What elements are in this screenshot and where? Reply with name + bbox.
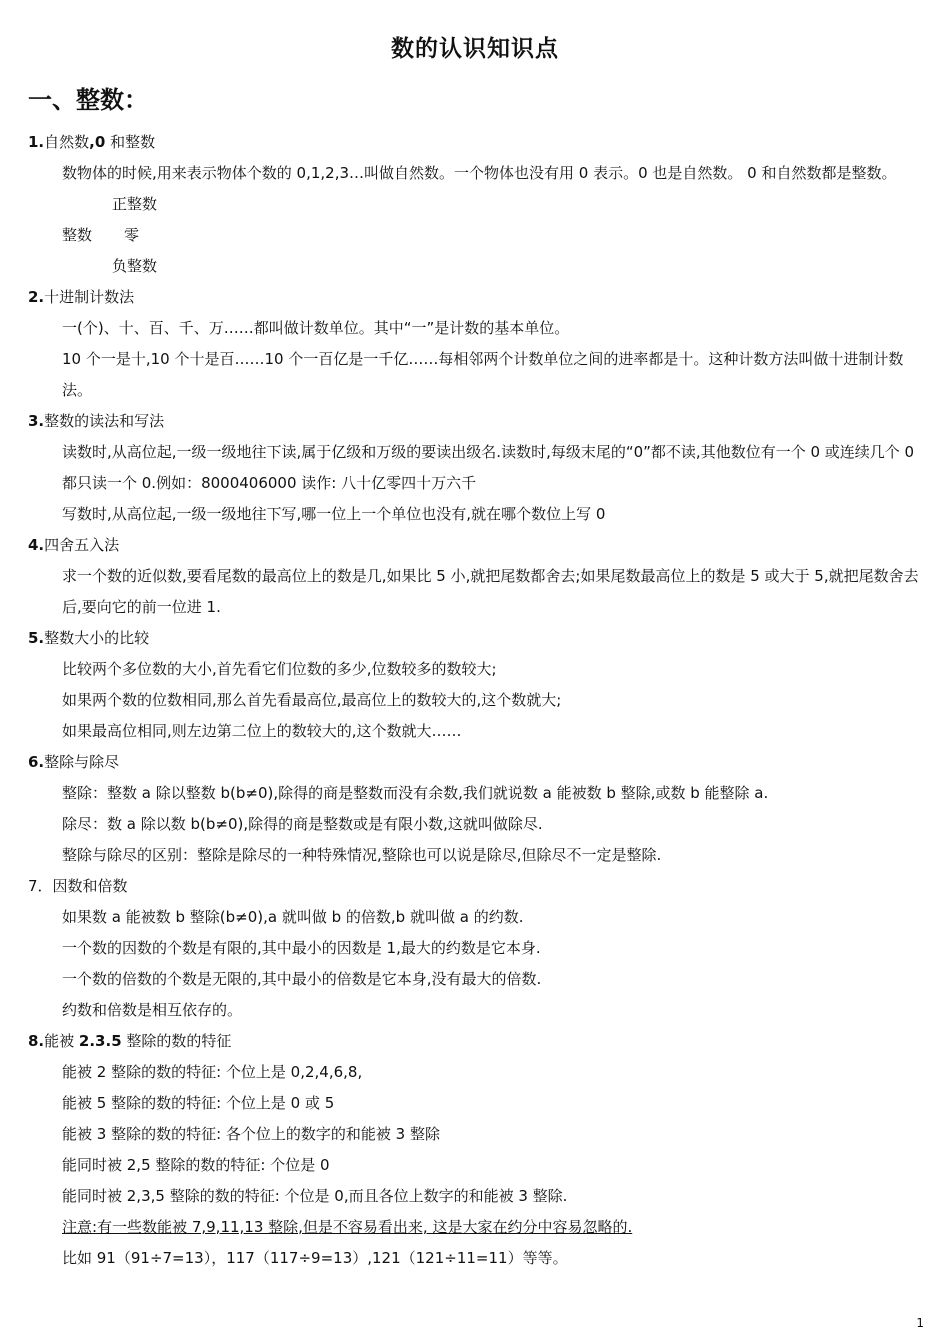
subsection-number: 4. [28, 536, 45, 554]
paragraph: 写数时,从高位起,一级一级地往下写,哪一位上一个单位也没有,就在哪个数位上写 0 [62, 505, 606, 523]
tree-root-row [28, 220, 924, 251]
section-heading: 一、整数： [28, 86, 148, 114]
subsection-2-heading [28, 282, 924, 313]
tree-root: 整数 [62, 226, 93, 244]
subsection-8-heading [28, 1026, 924, 1057]
page-title: 数的认识知识点 [391, 36, 559, 62]
subsection-4-heading [28, 530, 924, 561]
tree-positive: 正整数 [112, 195, 158, 213]
paragraph: 如果数 a 能被数 b 整除(b≠0),a 就叫做 b 的倍数,b 就叫做 a 的约数. [62, 908, 524, 926]
subsection-title: 整数大小的比较 [44, 629, 150, 647]
underlined-note: 注意:有一些数能被 7,9,11,13 整除,但是不容易看出来, 这是大家在约分中容易忽略的. [62, 1218, 633, 1236]
paragraph: 能同时被 2,5 整除的数的特征: 个位是 0 [62, 1156, 330, 1174]
paragraph: 一(个)、十、百、千、万……都叫做计数单位。其中“一”是计数的基本单位。 [62, 319, 570, 337]
paragraph: 一个数的倍数的个数是无限的,其中最小的倍数是它本身,没有最大的倍数. [62, 970, 542, 988]
paragraph: 除尽：数 a 除以数 b(b≠0),除得的商是整数或是有限小数,这就叫做除尽. [62, 815, 543, 833]
paragraph: 能被 3 整除的数的特征: 各个位上的数字的和能被 3 整除 [62, 1125, 440, 1143]
paragraph: 比如 91（91÷7=13），117（117÷9=13）,121（121÷11=11）等等。 [62, 1249, 568, 1267]
tree-zero: 零 [124, 226, 140, 244]
subsection-1-heading [28, 127, 924, 158]
subsection-5-heading [28, 623, 924, 654]
subsection-title: 自然数 [44, 133, 90, 151]
subsection-7-heading: 7．因数和倍数 [28, 877, 128, 895]
paragraph: 能被 2 整除的数的特征: 个位上是 0,2,4,6,8, [62, 1063, 363, 1081]
paragraph: 数物体的时候,用来表示物体个数的 0,1,2,3…叫做自然数。一个物体也没有用 0 表示。0 也是自然数。 0 和自然数都是整数。 [62, 164, 897, 182]
paragraph: 约数和倍数是相互依存的。 [62, 1001, 243, 1019]
paragraph: 读数时,从高位起,一级一级地往下读,属于亿级和万级的要读出级名.读数时,每级末尾的“0”都不读,其他数位有一个 0 或连续几个 0 都只读一个 0.例如：8000406000 读作: 八十亿零四十万六千 [62, 443, 915, 492]
note-paragraph [28, 1212, 924, 1243]
subsection-number: 1. [28, 133, 45, 151]
subsection-6-heading [28, 747, 924, 778]
subsection-number: 6. [28, 753, 45, 771]
paragraph: 求一个数的近似数,要看尾数的最高位上的数是几,如果比 5 小,就把尾数都舍去;如果尾数最高位上的数是 5 或大于 5,就把尾数舍去后,要向它的前一位进 1. [62, 567, 919, 616]
paragraph: 如果两个数的位数相同,那么首先看最高位,最高位上的数较大的,这个数就大; [62, 691, 562, 709]
subsection-number: 5. [28, 629, 45, 647]
paragraph: 能被 5 整除的数的特征: 个位上是 0 或 5 [62, 1094, 335, 1112]
paragraph: 能同时被 2,3,5 整除的数的特征: 个位是 0,而且各位上数字的和能被 3 整除. [62, 1187, 568, 1205]
paragraph: 整除与除尽的区别：整除是除尽的一种特殊情况,整除也可以说是除尽,但除尽不一定是整除. [62, 846, 662, 864]
paragraph: 一个数的因数的个数是有限的,其中最小的因数是 1,最大的约数是它本身. [62, 939, 541, 957]
subsection-title: 四舍五入法 [44, 536, 120, 554]
subsection-title: 十进制计数法 [44, 288, 135, 306]
subsection-title-bold: ,0 [89, 133, 106, 151]
subsection-number: 2. [28, 288, 45, 306]
paragraph: 比较两个多位数的大小,首先看它们位数的多少,位数较多的数较大; [62, 660, 497, 678]
subsection-number: 8. [28, 1032, 45, 1050]
subsection-title-rest: 和整数 [105, 133, 156, 151]
paragraph: 整除：整数 a 除以整数 b(b≠0),除得的商是整数而没有余数,我们就说数 a 能被数 b 整除,或数 b 能整除 a. [62, 784, 769, 802]
subsection-number: 3. [28, 412, 45, 430]
subsection-title-bold: 2.3.5 [78, 1032, 122, 1050]
paragraph: 10 个一是十,10 个十是百……10 个一百亿是一千亿……每相邻两个计数单位之间的进率都是十。这种计数方法叫做十进制计数法。 [62, 350, 904, 399]
subsection-title: 整除与除尽 [44, 753, 120, 771]
document-body [28, 127, 924, 1274]
subsection-title: 整数的读法和写法 [44, 412, 165, 430]
page-number: 1 [916, 1316, 924, 1330]
subsection-title: 能被 [44, 1032, 79, 1050]
subsection-3-heading [28, 406, 924, 437]
subsection-title-rest: 整除的数的特征 [121, 1032, 232, 1050]
tree-negative: 负整数 [112, 257, 158, 275]
paragraph: 如果最高位相同,则左边第二位上的数较大的,这个数就大…… [62, 722, 462, 740]
